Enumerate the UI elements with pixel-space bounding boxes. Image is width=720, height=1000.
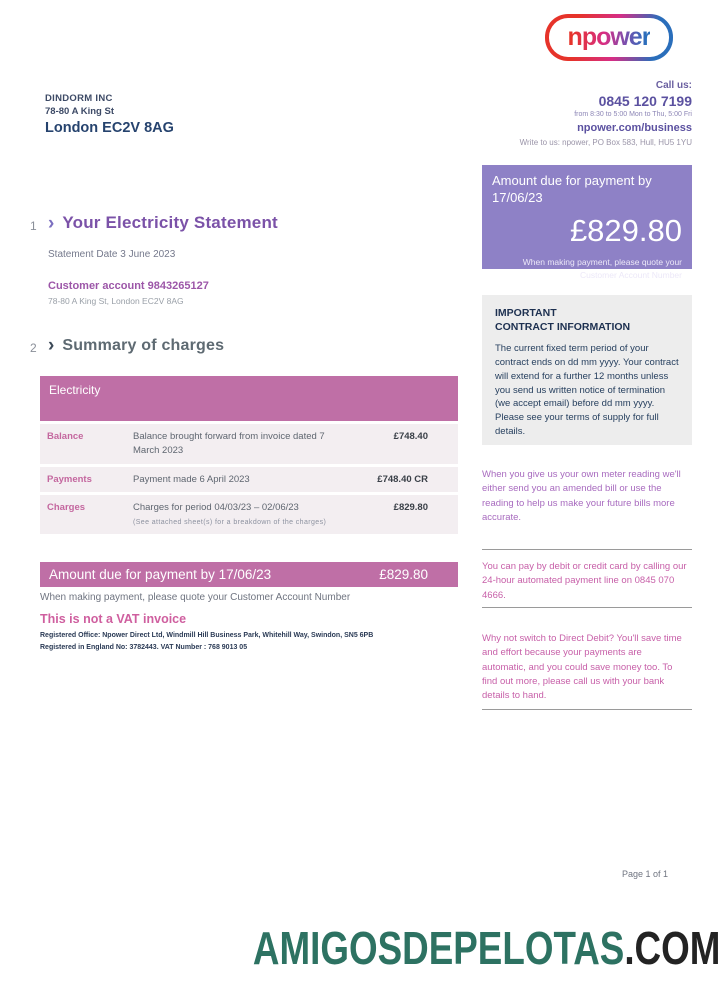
supply-address: 78-80 A King St, London EC2V 8AG <box>48 296 184 306</box>
watermark <box>252 921 720 975</box>
table-row-payments <box>40 467 458 493</box>
row-label: Balance <box>47 431 84 442</box>
row-label: Payments <box>47 473 92 485</box>
contact-block <box>520 80 692 147</box>
contract-info-title-line2: CONTRACT INFORMATION <box>495 321 631 334</box>
section1-number: 1 <box>30 219 37 233</box>
section1-title: Your Electricity Statement <box>62 213 278 232</box>
registered-office-line1: Registered Office: Npower Direct Ltd, Windmill Hill Business Park, Whitehill Way, Swindon, SN5 6PB <box>40 632 374 639</box>
website-url: npower.com/business <box>577 122 692 134</box>
chevron-right-icon: › <box>48 213 55 234</box>
recipient-street: 78-80 A King St <box>45 106 114 117</box>
table-row-balance <box>40 424 458 464</box>
recipient-city: London EC2V 8AG <box>45 120 174 136</box>
side-note-card-payment: You can pay by debit or credit card by calling our 24-hour automated payment line on 0845 070 4666. <box>482 561 687 601</box>
registered-office-line2: Registered in England No: 3782443. VAT Number : 768 9013 05 <box>40 643 248 651</box>
side-note-meter-reading: When you give us your own meter reading we'll either send you an amended bill or use the reading to help us make your future bills more accurate. <box>482 469 681 523</box>
row-description: Payment made 6 April 2023 <box>133 473 250 485</box>
payment-note: When making payment, please quote your Customer Account Number <box>40 592 351 603</box>
total-bar-label: Amount due for payment by 17/06/23 <box>49 567 272 583</box>
call-us-label: Call us: <box>655 80 692 91</box>
amount-due-value: £829.80 <box>569 212 682 248</box>
row-description: Balance brought forward from invoice dated 7 March 2023 <box>133 431 325 456</box>
phone-number: 0845 120 7199 <box>598 93 692 109</box>
amount-due-title: Amount due for payment by 17/06/23 <box>492 173 652 205</box>
section2-number: 2 <box>30 341 37 355</box>
side-note-direct-debit: Why not switch to Direct Debit? You'll save time and effort because your payments are automatic, and you could save money too. To find out more, please call us with your bank details to hand. <box>482 633 682 701</box>
section2-title: Summary of charges <box>62 337 225 354</box>
page-indicator: Page 1 of 1 <box>621 869 668 879</box>
row-note: (See attached sheet(s) for a breakdown of the charges) <box>133 519 327 527</box>
row-amount: £748.40 CR <box>377 473 428 485</box>
divider <box>482 709 692 710</box>
contract-info-title-line1: IMPORTANT <box>495 307 557 319</box>
table-row-charges <box>40 495 458 534</box>
contract-info-body: The current fixed term period of your contract ends on dd mm yyyy. Your contract will extend for a further 12 months unless you send us written notice of termination (we accept email) before dd mm yyyy. Please see your terms of supply for full details. <box>495 343 679 437</box>
row-description <box>133 501 354 528</box>
recipient-address-block <box>45 93 174 136</box>
section2-heading <box>48 335 224 355</box>
npower-logo-text: npower <box>567 23 651 51</box>
row-amount: £748.40 <box>393 431 428 442</box>
amount-due-box <box>482 165 692 280</box>
npower-logo <box>545 14 673 61</box>
amount-due-note: When making payment, please quote your Customer Account Number <box>522 256 682 280</box>
contract-info-box <box>482 295 692 445</box>
row-amount: £829.80 <box>393 502 428 514</box>
npower-logo-inner <box>549 18 669 57</box>
total-bar-amount: £829.80 <box>379 567 428 583</box>
divider <box>482 607 692 608</box>
chevron-right-icon: › <box>48 335 55 356</box>
customer-account: Customer account 9843265127 <box>48 280 209 292</box>
opening-hours: from 8:30 to 5:00 Mon to Thu, 5:00 Fri <box>574 111 692 118</box>
registered-office-block <box>40 630 373 654</box>
row-label: Charges <box>47 502 86 514</box>
watermark-main: AMIGOSDEPELOTAS <box>252 922 624 974</box>
divider <box>482 549 692 550</box>
postal-address: Write to us: npower, PO Box 583, Hull, HU5 1YU <box>519 138 692 147</box>
watermark-suffix: .COM <box>623 922 720 974</box>
row-description-text: Charges for period 04/03/23 – 02/06/23 <box>133 502 299 514</box>
section1-heading <box>48 213 278 233</box>
charges-table <box>40 376 458 587</box>
vat-notice: This is not a VAT invoice <box>40 612 187 626</box>
recipient-name: DINDORM INC <box>45 93 113 104</box>
amount-due-total-bar <box>40 562 458 587</box>
table-header-electricity: Electricity <box>40 376 458 421</box>
statement-date: Statement Date 3 June 2023 <box>48 249 176 260</box>
contract-info-title <box>495 306 679 334</box>
